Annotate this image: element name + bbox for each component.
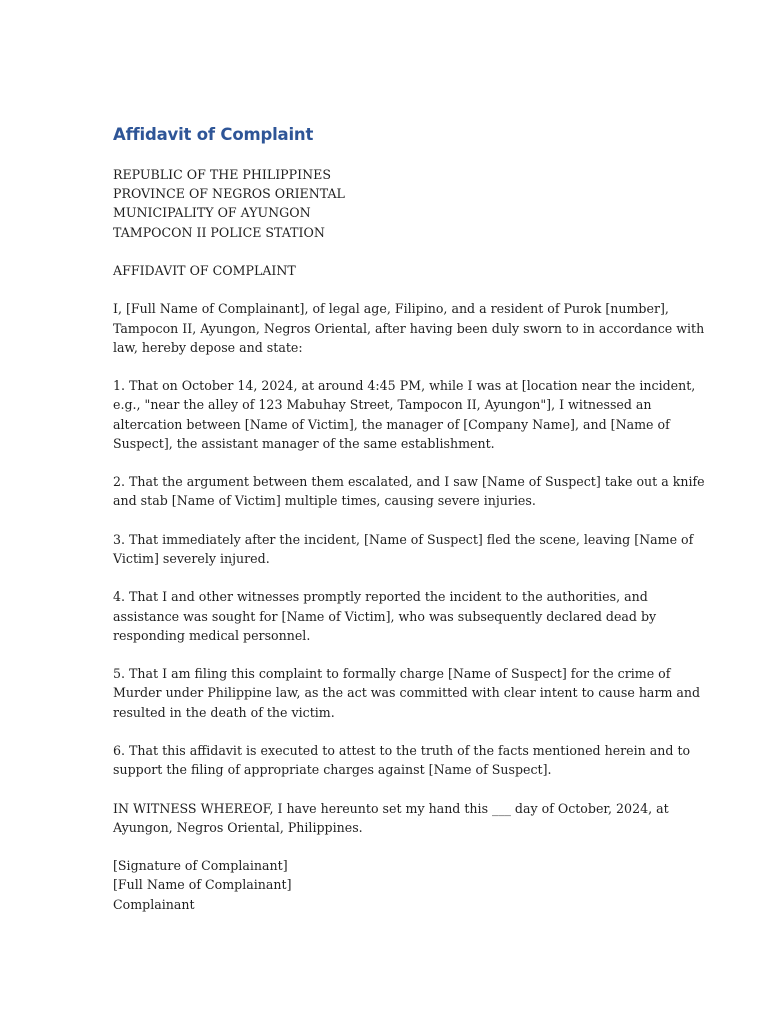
statement-paragraph-5 bbox=[113, 664, 701, 722]
paragraph-line: altercation between [Name of Victim], the manager of [Company Name], and [Name of bbox=[113, 416, 670, 432]
intro-paragraph bbox=[113, 299, 705, 357]
document-title: Affidavit of Complaint bbox=[113, 125, 314, 144]
paragraph-line: and stab [Name of Victim] multiple times, causing severe injuries. bbox=[113, 493, 536, 509]
statement-paragraph-4 bbox=[113, 587, 673, 645]
header-line: MUNICIPALITY OF AYUNGON bbox=[113, 205, 311, 221]
signature-placeholder: [Signature of Complainant] bbox=[113, 858, 288, 874]
statement-paragraph-3 bbox=[113, 530, 694, 568]
witness-line: Ayungon, Negros Oriental, Philippines. bbox=[113, 819, 363, 835]
complainant-label: Complainant bbox=[113, 896, 195, 912]
signature-block bbox=[113, 856, 673, 914]
header-line: TAMPOCON II POLICE STATION bbox=[113, 224, 325, 240]
paragraph-line: 6. That this affidavit is executed to attest to the truth of the facts mentioned herein and to bbox=[113, 742, 691, 758]
paragraph-line: 5. That I am filing this complaint to formally charge [Name of Suspect] for the crime of bbox=[113, 666, 671, 682]
paragraph-line: 2. That the argument between them escalated, and I saw [Name of Suspect] take out a knife bbox=[113, 474, 705, 490]
paragraph-line: Murder under Philippine law, as the act was committed with clear intent to cause harm and bbox=[113, 685, 701, 701]
paragraph-line: support the filing of appropriate charges against [Name of Suspect]. bbox=[113, 762, 552, 778]
complainant-name-placeholder: [Full Name of Complainant] bbox=[113, 877, 292, 893]
witness-line: IN WITNESS WHEREOF, I have hereunto set my hand this ___ day of October, 2024, at bbox=[113, 800, 669, 816]
statement-paragraph-2 bbox=[113, 472, 705, 510]
document-body bbox=[113, 124, 705, 933]
paragraph-line: 3. That immediately after the incident, [Name of Suspect] fled the scene, leaving [Name of bbox=[113, 531, 694, 547]
subtitle-text: AFFIDAVIT OF COMPLAINT bbox=[113, 263, 296, 278]
paragraph-line: 1. That on October 14, 2024, at around 4:45 PM, while I was at [location near the incident, bbox=[113, 378, 696, 394]
intro-line: I, [Full Name of Complainant], of legal age, Filipino, and a resident of Purok [number], bbox=[113, 301, 669, 317]
witness-clause bbox=[113, 799, 673, 837]
statement-paragraph-6 bbox=[113, 741, 691, 779]
paragraph-line: responding medical personnel. bbox=[113, 627, 311, 643]
paragraph-line: resulted in the death of the victim. bbox=[113, 704, 335, 720]
paragraph-line: assistance was sought for [Name of Victim], who was subsequently declared dead by bbox=[113, 608, 657, 624]
header-line: REPUBLIC OF THE PHILIPPINES bbox=[113, 167, 331, 182]
paragraph-line: 4. That I and other witnesses promptly reported the incident to the authorities, and bbox=[113, 589, 648, 605]
intro-line: law, hereby depose and state: bbox=[113, 339, 303, 355]
header-block bbox=[113, 165, 673, 242]
header-line: PROVINCE OF NEGROS ORIENTAL bbox=[113, 186, 345, 202]
statement-paragraph-1 bbox=[113, 376, 696, 453]
paragraph-line: e.g., "near the alley of 123 Mabuhay Street, Tampocon II, Ayungon"], I witnessed an bbox=[113, 397, 652, 413]
affidavit-subtitle bbox=[113, 261, 673, 280]
paragraph-line: Suspect], the assistant manager of the same establishment. bbox=[113, 435, 495, 451]
intro-line: Tampocon II, Ayungon, Negros Oriental, after having been duly sworn to in accordance with bbox=[113, 320, 705, 336]
paragraph-line: Victim] severely injured. bbox=[113, 550, 270, 566]
